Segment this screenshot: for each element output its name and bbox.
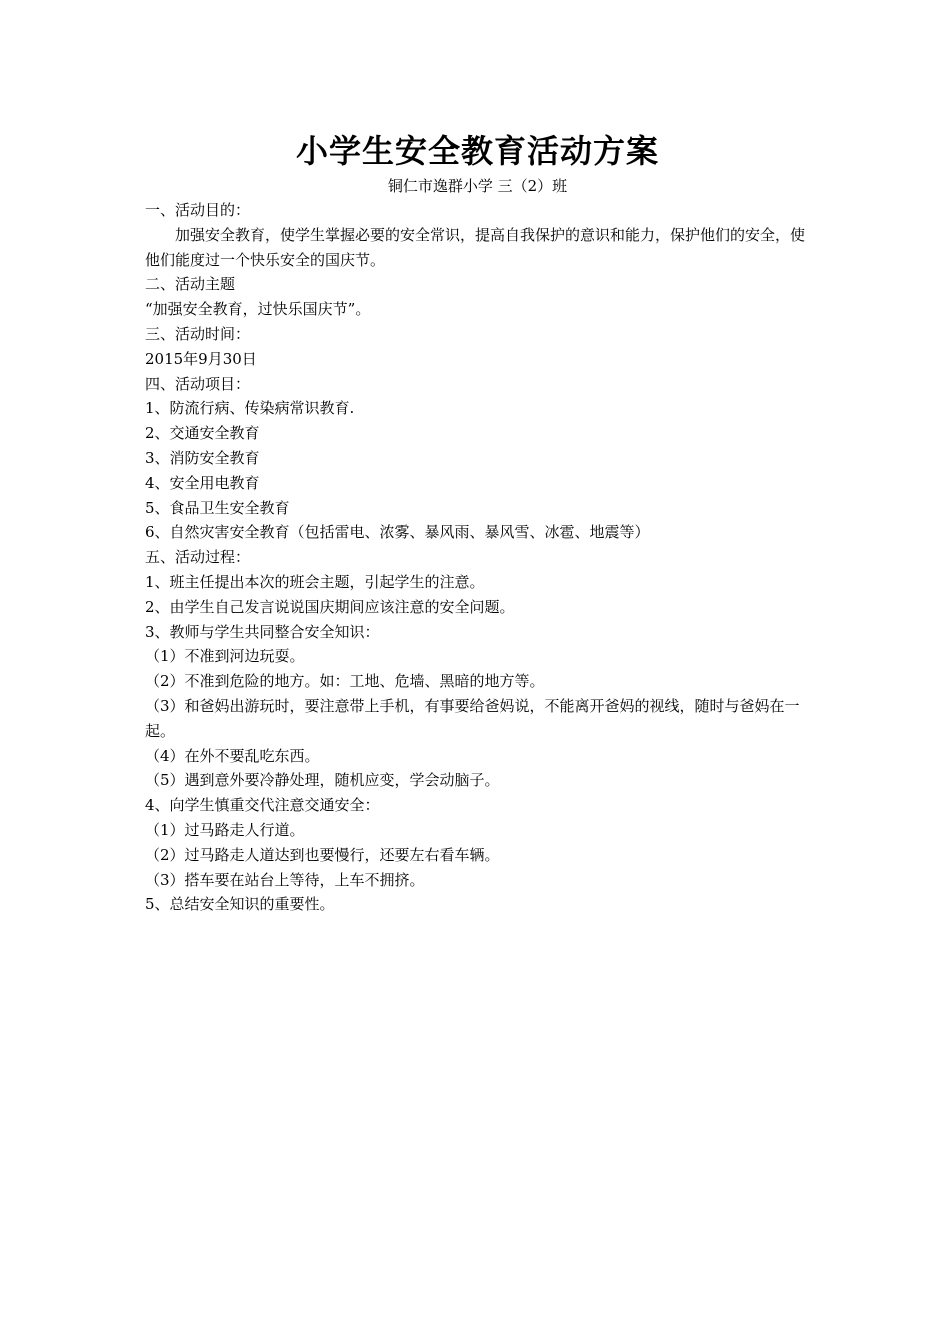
document-paragraph: 5、总结安全知识的重要性。: [145, 895, 335, 914]
document-paragraph: 3、教师与学生共同整合安全知识：: [145, 622, 380, 641]
document-paragraph: 2015年9月30日: [145, 349, 257, 368]
document-paragraph: 3、消防安全教育: [145, 448, 260, 467]
document-title: 小学生安全教育活动方案: [295, 132, 659, 170]
document-body: [145, 198, 810, 917]
document-paragraph: （2）过马路走人道达到也要慢行，还要左右看车辆。: [145, 845, 500, 864]
document-paragraph: 一、活动目的：: [145, 201, 251, 219]
document-paragraph: 五、活动过程：: [145, 548, 251, 567]
document-paragraph: 4、向学生慎重交代注意交通安全：: [145, 796, 380, 815]
document-paragraph: 6、自然灾害安全教育（包括雷电、浓雾、暴风雨、暴风雪、冰雹、地震等）: [145, 523, 650, 542]
document-paragraph: 1、防流行病、传染病常识教育.: [145, 399, 355, 418]
document-paragraph: （1）不准到河边玩耍。: [145, 647, 305, 666]
document-paragraph: （3）和爸妈出游玩时，要注意带上手机，有事要给爸妈说，不能离开爸妈的视线，随时与爸妈在一起。: [145, 696, 800, 740]
document-paragraph: （1）过马路走人行道。: [145, 820, 305, 839]
document-page: [145, 128, 810, 917]
document-paragraph: （5）遇到意外要冷静处理，随机应变，学会动脑子。: [145, 771, 500, 790]
document-paragraph: 5、食品卫生安全教育: [145, 498, 290, 517]
document-paragraph: 2、由学生自己发言说说国庆期间应该注意的安全问题。: [145, 597, 515, 616]
document-subtitle: 铜仁市逸群小学 三（2）班: [387, 177, 568, 195]
document-paragraph: 四、活动项目：: [145, 374, 251, 393]
document-paragraph: 2、交通安全教育: [145, 424, 260, 443]
document-paragraph: （2）不准到危险的地方。如：工地、危墙、黑暗的地方等。: [145, 672, 545, 691]
document-paragraph: “加强安全教育，过快乐国庆节”。: [145, 300, 371, 319]
document-paragraph: （4）在外不要乱吃东西。: [145, 746, 320, 765]
document-paragraph: 二、活动主题: [145, 275, 236, 294]
document-paragraph: 1、班主任提出本次的班会主题，引起学生的注意。: [145, 572, 485, 591]
document-paragraph: （3）搭车要在站台上等待，上车不拥挤。: [145, 870, 425, 889]
document-paragraph: 三、活动时间：: [145, 324, 251, 343]
document-paragraph: 4、安全用电教育: [145, 473, 260, 492]
document-paragraph: 加强安全教育，使学生掌握必要的安全常识，提高自我保护的意识和能力，保护他们的安全，使他们能度过一个快乐安全的国庆节。: [145, 225, 806, 269]
